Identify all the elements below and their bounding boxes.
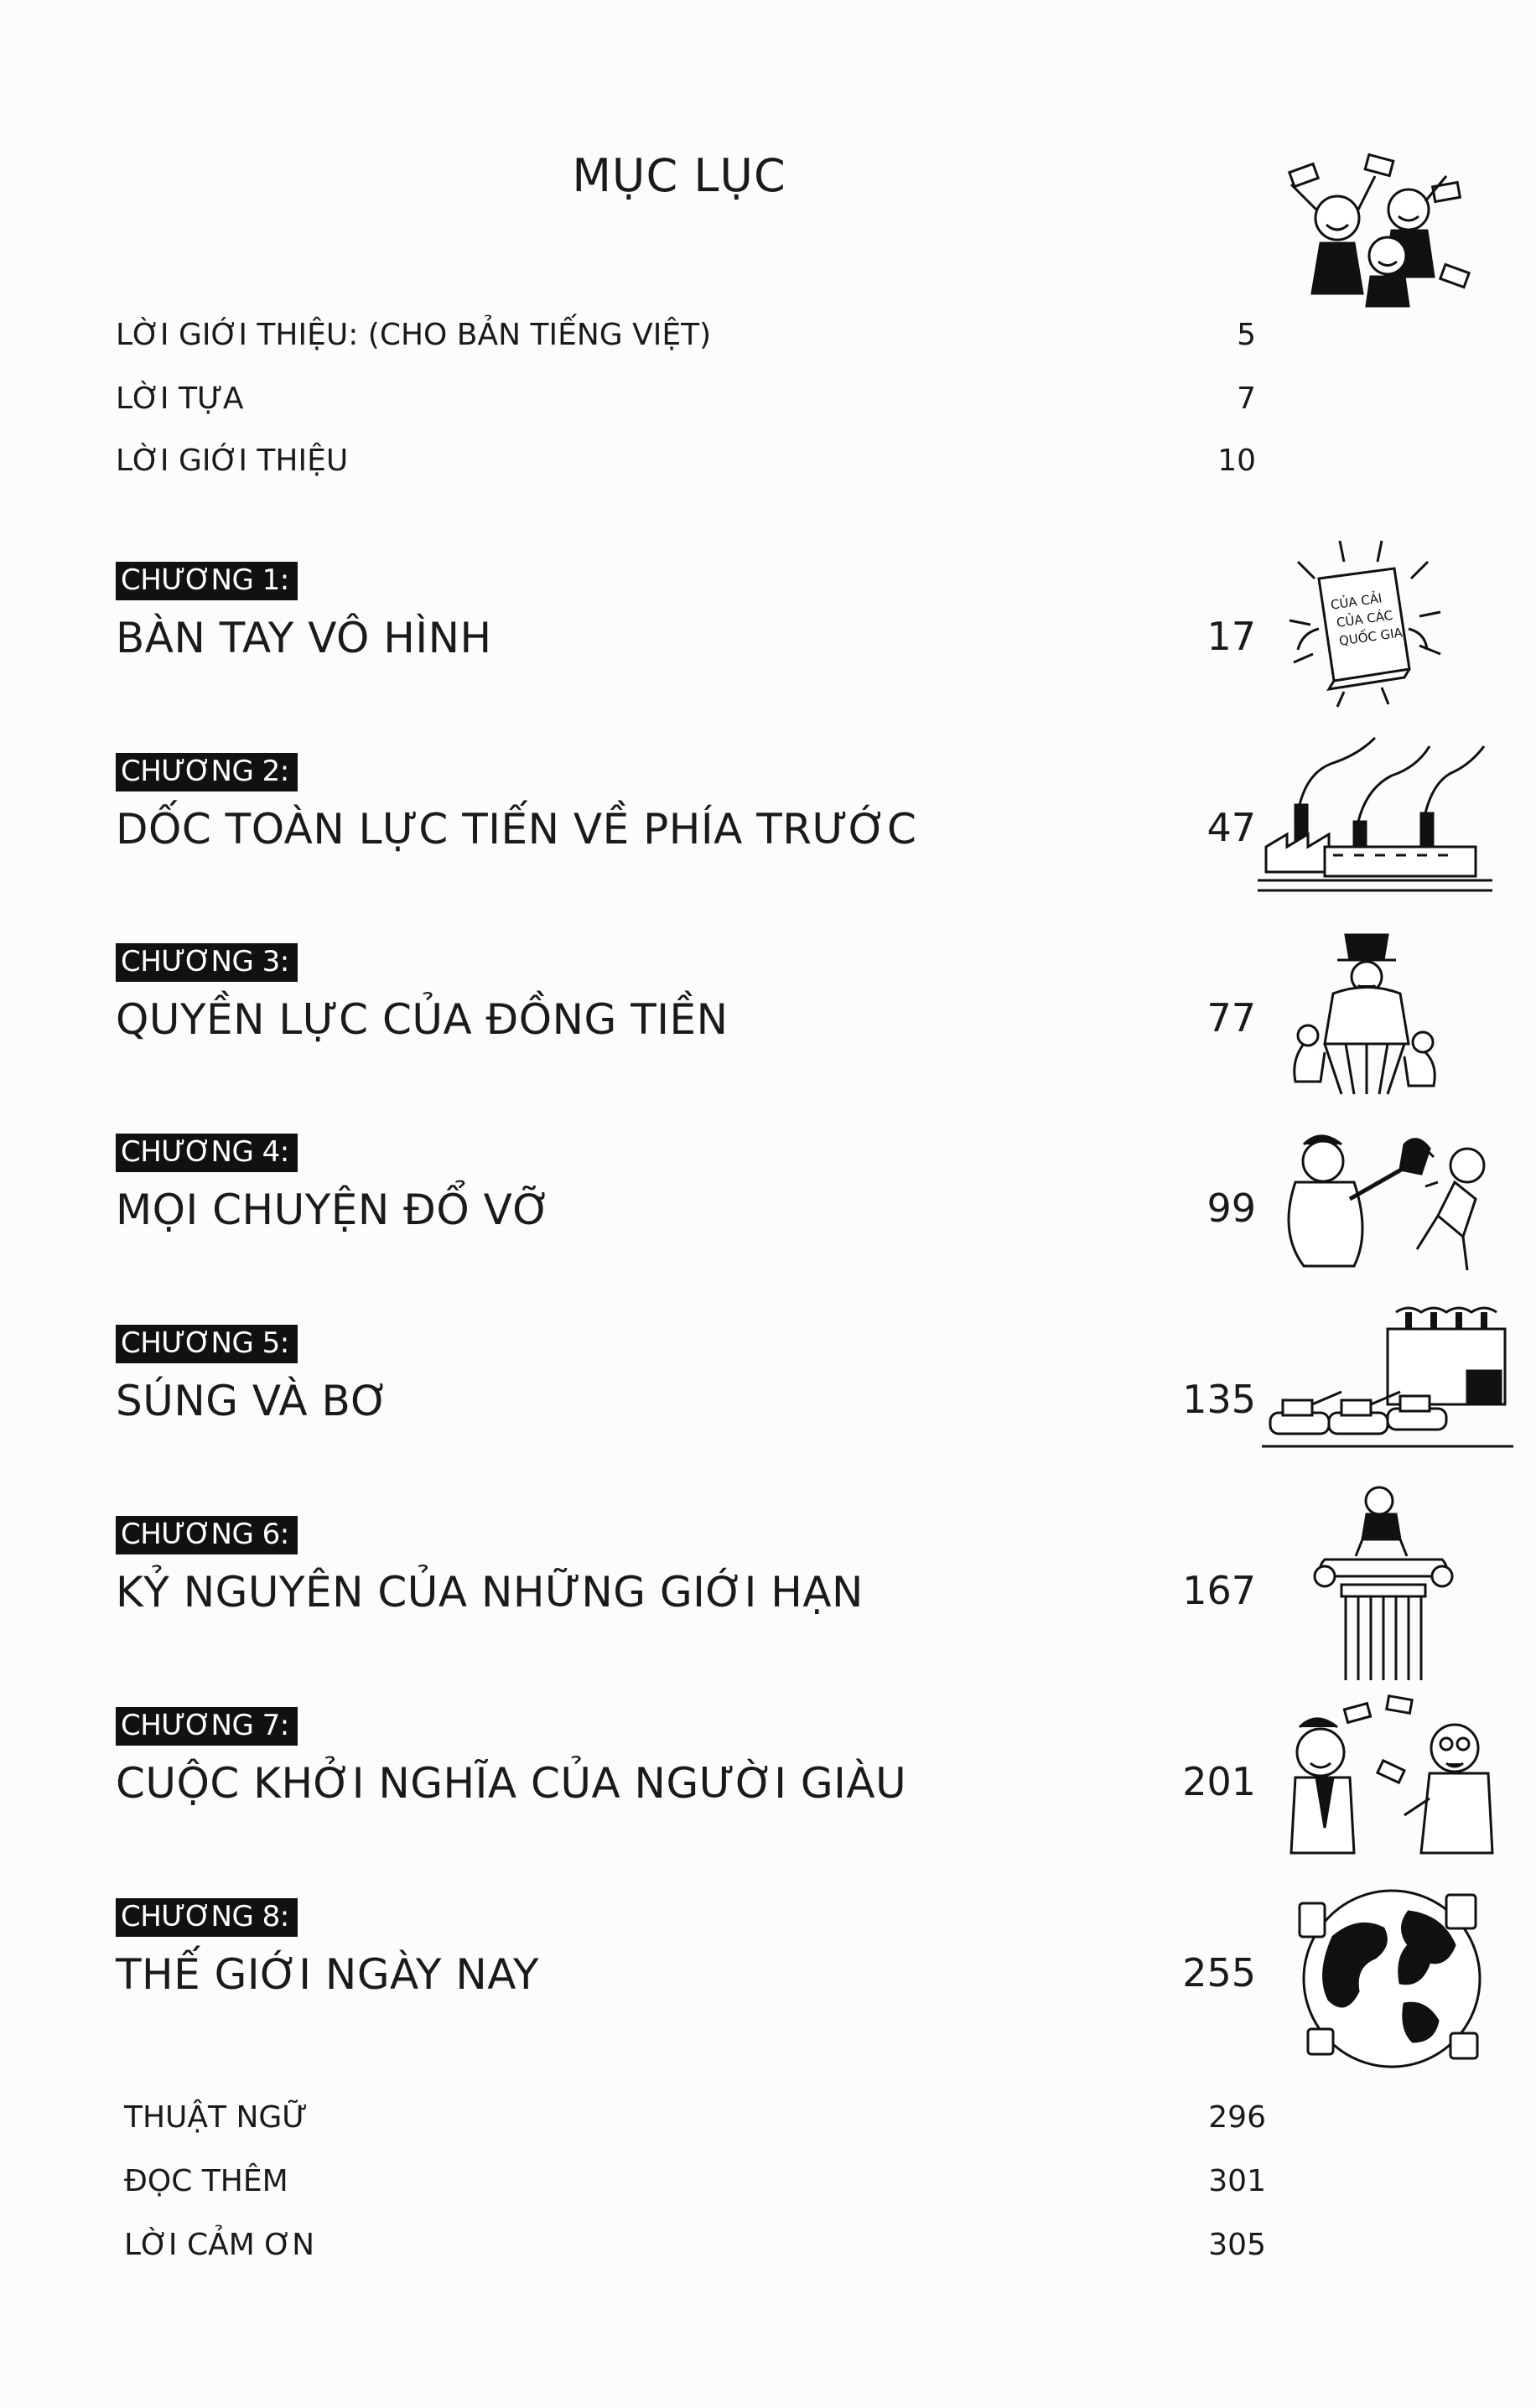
chapter-tag: CHƯƠNG 2: bbox=[116, 753, 298, 791]
entry-label: LỜI TỰA bbox=[116, 381, 244, 416]
toc-entry-intro-vn[interactable] bbox=[116, 302, 1256, 352]
toc-entry-further-reading[interactable] bbox=[124, 2148, 1266, 2198]
toc-chapter-8[interactable] bbox=[116, 1898, 1256, 2024]
cheering-businessmen-illustration bbox=[1274, 151, 1476, 310]
toc-chapter-1[interactable] bbox=[116, 562, 1256, 688]
book-text-line-1: CỦA CẢI bbox=[1329, 590, 1383, 613]
toc-entry-glossary[interactable] bbox=[124, 2084, 1266, 2135]
toc-entry-intro[interactable] bbox=[116, 428, 1256, 478]
book-text-line-2: CỦA CÁC bbox=[1335, 607, 1394, 631]
entry-label: LỜI CẢM ƠN bbox=[124, 2228, 315, 2262]
chapter-name: MỌI CHUYỆN ĐỔ VỠ bbox=[116, 1186, 552, 1234]
man-on-column-illustration bbox=[1308, 1476, 1459, 1685]
toc-chapter-2[interactable] bbox=[116, 753, 1256, 879]
book-text-line-3: QUỐC GIA bbox=[1337, 625, 1404, 649]
chapter-page: 167 bbox=[1182, 1568, 1256, 1613]
chapter-tag: CHƯƠNG 4: bbox=[116, 1134, 298, 1172]
chapter-name: KỶ NGUYÊN CỦA NHỮNG GIỚI HẠN bbox=[116, 1568, 864, 1617]
entry-page: 5 bbox=[1237, 318, 1256, 352]
entry-label: LỜI GIỚI THIỆU bbox=[116, 444, 349, 478]
toc-chapter-6[interactable] bbox=[116, 1516, 1256, 1642]
chapter-page: 17 bbox=[1206, 614, 1256, 659]
chapter-tag: CHƯƠNG 1: bbox=[116, 562, 298, 600]
entry-page: 305 bbox=[1208, 2228, 1266, 2262]
toc-chapter-7[interactable] bbox=[116, 1707, 1256, 1833]
chapter-page: 255 bbox=[1182, 1950, 1256, 1995]
chapter-name: THẾ GIỚI NGÀY NAY bbox=[116, 1950, 540, 1999]
chapter-page: 135 bbox=[1182, 1377, 1256, 1422]
uncle-sam-illustration bbox=[1279, 918, 1463, 1103]
chapter-name: QUYỀN LỰC CỦA ĐỒNG TIỀN bbox=[116, 995, 729, 1044]
entry-label: LỜI GIỚI THIỆU: (CHO BẢN TIẾNG VIỆT) bbox=[116, 318, 712, 352]
kicking-man-illustration bbox=[1266, 1107, 1509, 1283]
entry-label: ĐỌC THÊM bbox=[124, 2164, 288, 2198]
chapter-name: DỐC TOÀN LỰC TIẾN VỀ PHÍA TRƯỚC bbox=[116, 805, 917, 854]
chapter-page: 77 bbox=[1206, 995, 1256, 1041]
entry-page: 296 bbox=[1208, 2100, 1266, 2135]
toc-entry-preface[interactable] bbox=[116, 366, 1256, 416]
chapter-page: 201 bbox=[1182, 1759, 1256, 1804]
chapter-tag: CHƯƠNG 8: bbox=[116, 1898, 298, 1937]
chapter-name: CUỘC KHỞI NGHĨA CỦA NGƯỜI GIÀU bbox=[116, 1759, 907, 1808]
chapter-name: SÚNG VÀ BƠ bbox=[116, 1377, 390, 1425]
chapter-page: 47 bbox=[1206, 805, 1256, 850]
toc-title: MỤC LỤC bbox=[572, 149, 786, 202]
entry-page: 301 bbox=[1208, 2164, 1266, 2198]
chapter-tag: CHƯƠNG 6: bbox=[116, 1516, 298, 1554]
toc-chapter-4[interactable] bbox=[116, 1134, 1256, 1259]
globe-illustration bbox=[1283, 1878, 1501, 2079]
entry-page: 7 bbox=[1237, 381, 1256, 416]
tanks-factory-illustration bbox=[1262, 1304, 1513, 1455]
chapter-tag: CHƯƠNG 7: bbox=[116, 1707, 298, 1746]
wealth-of-nations-book-illustration bbox=[1281, 537, 1449, 713]
rich-men-money-illustration bbox=[1279, 1689, 1505, 1857]
entry-page: 10 bbox=[1217, 444, 1256, 478]
factories-illustration bbox=[1258, 729, 1492, 897]
toc-chapter-5[interactable] bbox=[116, 1325, 1256, 1451]
chapter-tag: CHƯƠNG 5: bbox=[116, 1325, 298, 1363]
chapter-name: BÀN TAY VÔ HÌNH bbox=[116, 614, 492, 662]
toc-chapter-3[interactable] bbox=[116, 943, 1256, 1069]
entry-label: THUẬT NGỮ bbox=[124, 2100, 309, 2135]
chapter-tag: CHƯƠNG 3: bbox=[116, 943, 298, 982]
chapter-page: 99 bbox=[1206, 1186, 1256, 1231]
toc-entry-acknowledgements[interactable] bbox=[124, 2212, 1266, 2262]
